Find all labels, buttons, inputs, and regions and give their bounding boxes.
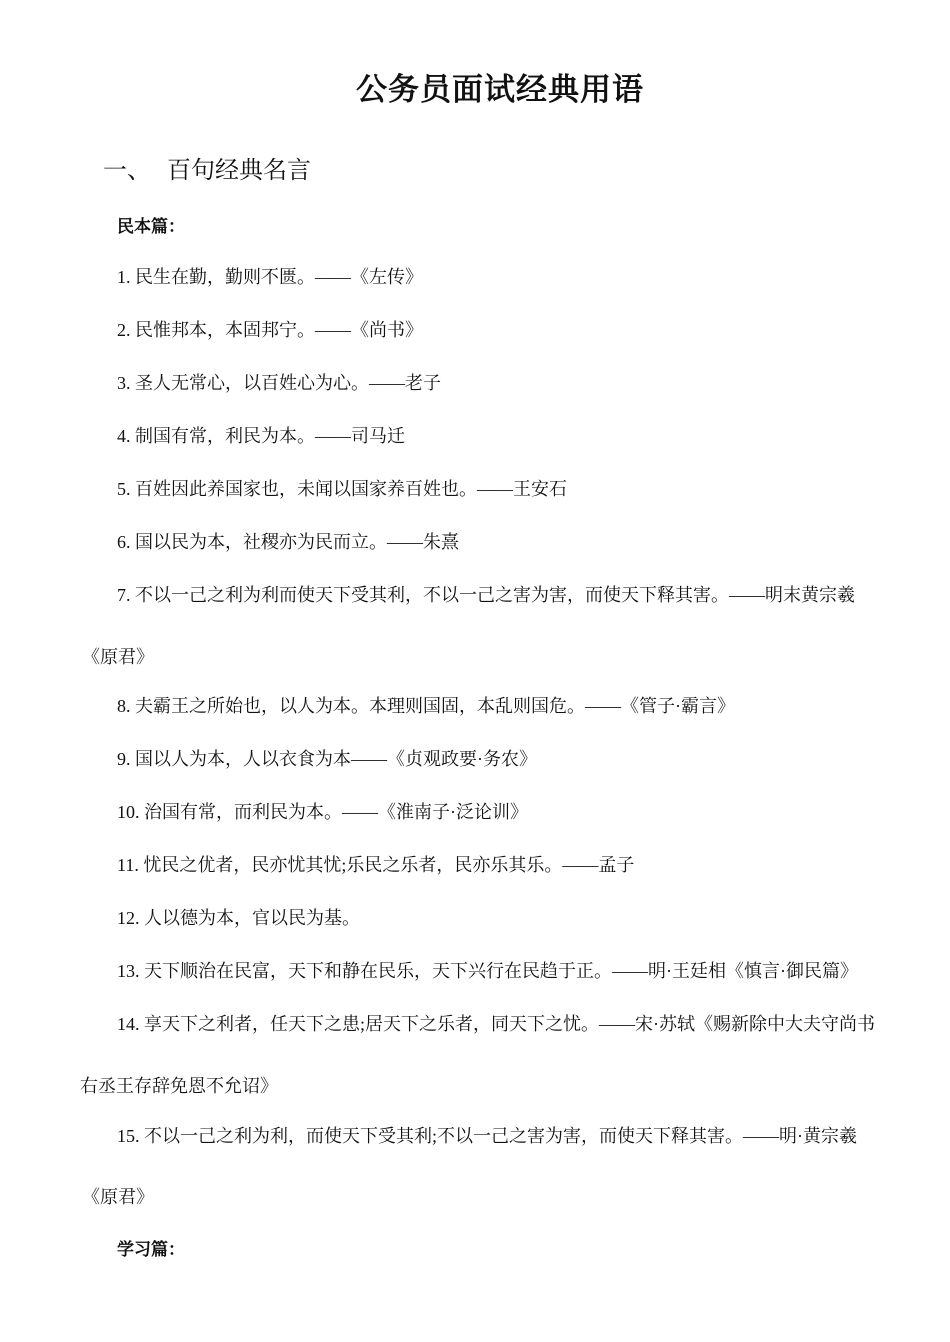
section-heading xyxy=(103,150,311,190)
quote-line: 5. 百姓因此养国家也，未闻以国家养百姓也。——王安石 xyxy=(117,479,567,499)
quote-line: 3. 圣人无常心，以百姓心为心。——老子 xyxy=(117,373,441,393)
quote-line-continued: 《原君》 xyxy=(82,1187,154,1207)
quote-line-continued: 右丞王存辞免恩不允诏》 xyxy=(80,1076,278,1096)
quote-line: 1. 民生在勤，勤则不匮。——《左传》 xyxy=(117,267,423,287)
quote-line: 12. 人以德为本，官以民为基。 xyxy=(117,908,360,928)
subsection-label-xuexi: 学习篇： xyxy=(117,1240,185,1260)
section-number: 一、 xyxy=(103,156,151,184)
quote-line: 7. 不以一己之利为利而使天下受其利，不以一己之害为害，而使天下释其害。——明末黄宗羲 xyxy=(117,585,855,605)
document-title: 公务员面试经典用语 xyxy=(356,72,644,108)
quote-line: 2. 民惟邦本，本固邦宁。——《尚书》 xyxy=(117,320,423,340)
quote-line: 4. 制国有常，利民为本。——司马迁 xyxy=(117,426,405,446)
quote-line: 14. 享天下之利者，任天下之患;居天下之乐者，同天下之忧。——宋·苏轼《赐新除中大夫守尚书 xyxy=(117,1014,875,1034)
section-title: 百句经典名言 xyxy=(167,156,311,184)
quote-line: 8. 夫霸王之所始也，以人为本。本理则国固，本乱则国危。——《管子·霸言》 xyxy=(117,696,735,716)
quote-line: 13. 天下顺治在民富，天下和静在民乐，天下兴行在民趋于正。——明·王廷相《慎言·御民篇》 xyxy=(117,961,858,981)
quote-line: 9. 国以人为本，人以衣食为本——《贞观政要·务农》 xyxy=(117,749,537,769)
quote-line: 6. 国以民为本，社稷亦为民而立。——朱熹 xyxy=(117,532,459,552)
quote-line: 10. 治国有常，而利民为本。——《淮南子·泛论训》 xyxy=(117,802,528,822)
quote-line: 11. 忧民之优者，民亦忧其忧;乐民之乐者，民亦乐其乐。——孟子 xyxy=(117,855,635,875)
subsection-label-minben: 民本篇： xyxy=(117,217,185,237)
quote-line: 15. 不以一己之利为利，而使天下受其利;不以一己之害为害，而使天下释其害。——明·黄宗羲 xyxy=(117,1126,857,1146)
quote-line-continued: 《原君》 xyxy=(82,647,154,667)
